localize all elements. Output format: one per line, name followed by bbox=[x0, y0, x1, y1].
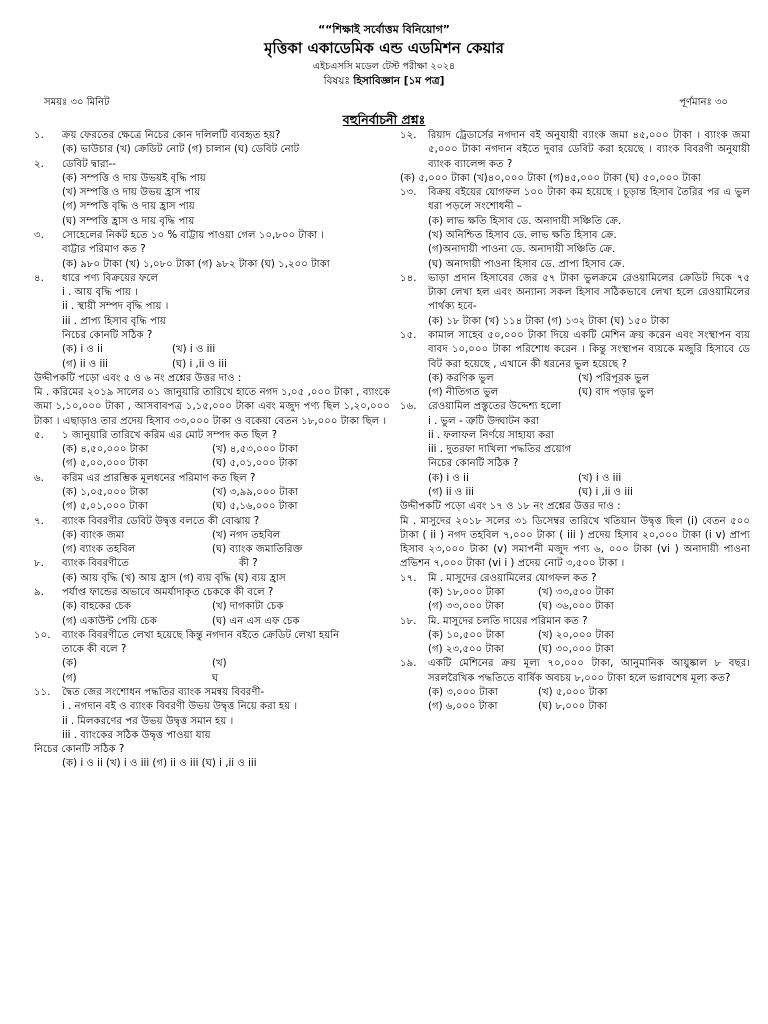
question-number: ২. bbox=[34, 158, 44, 170]
question-number: ১৭. bbox=[400, 572, 417, 584]
question-number: ১৩. bbox=[400, 187, 417, 199]
question-text: রেওয়ামিল প্রস্তুতের উদ্দেশ্য হলো bbox=[428, 401, 561, 413]
options-grid bbox=[400, 629, 750, 658]
option: (ঘ) অনাদায়ী পাওনা হিসাব ডে. প্রাপ্য হিসাব ক্রে. bbox=[428, 258, 625, 270]
question-text: ১ জানুয়ারি তারিখে করিম এর মোট সম্পদ কত ছিল ? bbox=[62, 429, 277, 441]
option-c: (গ) ii ও iii bbox=[62, 358, 108, 370]
statement: iii . ব্যাংকের সঠিক উদ্বৃত্ত পাওয়া যায় bbox=[62, 729, 211, 741]
question-number: ১০. bbox=[34, 629, 51, 641]
question-11 bbox=[34, 686, 390, 772]
question-number: ১২. bbox=[400, 130, 417, 141]
question-number: ৯. bbox=[34, 587, 44, 598]
option-d: (ঘ) বাদ পড়ার ভুল bbox=[578, 387, 654, 399]
option-b: (খ) ৩৩,৫০০ টাকা bbox=[538, 587, 615, 598]
question-16 bbox=[400, 400, 750, 500]
question-13 bbox=[400, 186, 750, 272]
question-text-end: কী ? bbox=[239, 558, 258, 570]
option-a: (ক) বাহকের চেক bbox=[62, 601, 132, 613]
question-9 bbox=[34, 586, 390, 629]
question-1 bbox=[34, 129, 390, 158]
question-text: কামাল সাহেব ৫০,০০০ টাকা দিয়ে একটি মেশিন ক্রয় করেন এবং সংস্থাপন ব্যয় বাবদ ১০,০০০ টাকা পরিশোধ করেন । কিন্তু সংস্থাপন ব্যয়কে মজুরি হিসাবে ডে বিট করা হয়েছে , এখানে কী ধরনের ভুল হয়েছে ? bbox=[428, 329, 750, 370]
options-grid bbox=[400, 686, 750, 715]
option: (গ)অনাদায়ী পাওনা ডে. অনাদায়ী সঞ্চিতি ক্রে. bbox=[428, 244, 616, 256]
option-a: (ক) i ও ii bbox=[62, 344, 103, 356]
statement: ii . ফলাফল নির্ণয়ে সাহায্য করা bbox=[428, 429, 554, 441]
option-b: (খ) ৫,০০০ টাকা bbox=[538, 686, 608, 698]
left-column bbox=[34, 129, 390, 772]
options-grid bbox=[400, 372, 750, 401]
question-text: ক্রয় ফেরতের ক্ষেত্রে নিচের কোন দলিলটি ব্যবহৃত হয়? bbox=[62, 130, 281, 141]
stimulus-paragraph: মি . করিমের ২০১৯ সালের ০১ জানুয়ারি তারিখে হাতে নগদ ১,০৫ ,০০০ টাকা , ব্যাংকে জমা ১,১০,০০০ টাকা , আসবাবপত্র ১,১৫,০০০ টাকা এবং মজুদ পণ্য ছিল ১,২০,০০০ টাকা । এছাড়াও তার প্রদেয় হিসাব ৩৩,০০০ টাকা ও বকেয়া বেতন ১৮,০০০ টাকা ছিল । bbox=[34, 387, 390, 427]
statement: i . ভুল - ত্রুটি উদ্ঘাটন করা bbox=[428, 415, 540, 427]
question-text: ভাড়া প্রদান হিসাবের জের ৫৭ টাকা ভুলক্রমে রেওয়ামিলের ক্রেডিট দিকে ৭৫ টাকা লেখা হল এবং অন্যান্য সকল হিসাব সঠিকভাবে লেখা হলে রেওয়ামিলের পার্থক্য হবে- bbox=[428, 272, 750, 313]
statement: i . আয় বৃদ্ধি পায় । bbox=[62, 287, 138, 299]
option-a: (ক) ১০,৫০০ টাকা bbox=[428, 629, 505, 641]
option-d: (ঘ) ৮,০০০ টাকা bbox=[538, 701, 608, 713]
option-d: (ঘ) ৩০,০০০ টাকা bbox=[538, 644, 614, 656]
option-a: (ক) ৪,৫০,০০০ টাকা bbox=[62, 444, 149, 456]
statement: ii . মিলকরণের পর উভয় উদ্বৃত্ত সমান হয় । bbox=[62, 715, 234, 727]
option-d: (ঘ) এন এস এফ চেক bbox=[212, 615, 300, 627]
exam-header bbox=[0, 22, 768, 88]
question-8 bbox=[34, 557, 390, 586]
question-number: ১১. bbox=[34, 686, 51, 698]
option-c: (গ) ৫,০০,০০০ টাকা bbox=[62, 458, 148, 470]
option-c: (গ) ৫,০১,০০০ টাকা bbox=[62, 501, 148, 513]
question-number: ১৯. bbox=[400, 658, 417, 670]
question-14 bbox=[400, 272, 750, 329]
question-text: সোহেলের নিকট হতে ১০ % বাট্টায় পাওয়া গেল ১০,৮০০ টাকা । bbox=[62, 229, 324, 241]
option-a: (ক) ব্যাংক জমা bbox=[62, 529, 125, 541]
options-grid bbox=[34, 343, 390, 372]
question-number: ১. bbox=[34, 130, 44, 141]
question-text: একটি মেশিনের ক্রয় মূল্য ৭০,০০০ টাকা, আনুমানিক আয়ুষ্কাল ৮ বছর। সরলরৈখিক পদ্ধতিতে বার্ষিক অবচয় ৮,০০০ টাকা হলে ভগ্নাবশেষ মূল্য কত? bbox=[428, 658, 750, 684]
option-d: (ঘ) i ,ii ও iii bbox=[578, 487, 633, 499]
option-c: (গ) ৬,০০০ টাকা bbox=[428, 701, 498, 713]
statement: iii . প্রাপ্য হিসাব বৃদ্ধি পায় bbox=[62, 315, 166, 327]
option-a: (ক) ১৮,০০০ টাকা bbox=[428, 587, 505, 598]
options-grid bbox=[400, 472, 750, 501]
question-text: ডেবিট দ্বারা-- bbox=[62, 158, 116, 170]
question-4 bbox=[34, 272, 390, 372]
question-number: ৮. bbox=[34, 558, 44, 570]
statement: iii . দুতরফা দাখিলা পদ্ধতির প্রয়োগ bbox=[428, 444, 572, 456]
exam-name: এইচএসসি মডেল টেস্ট পরীক্ষা ২০২৪ bbox=[312, 61, 456, 73]
option-c: (গ) নীতিগত ভুল bbox=[428, 387, 499, 399]
question-6 bbox=[34, 472, 390, 515]
option-d: (ঘ) ৫,০১,০০০ টাকা bbox=[212, 458, 298, 470]
question-number: ৩. bbox=[34, 229, 44, 241]
options-grid bbox=[400, 586, 750, 615]
option: (খ) অনিশ্চিত হিসাব ডে. লাভ ক্ষতি হিসাব ক্রে. bbox=[428, 229, 617, 241]
full-marks: পূর্ণমানঃ ৩০ bbox=[679, 97, 728, 108]
option-c: (গ) ৩৩,০০০ টাকা bbox=[428, 601, 505, 613]
question-10 bbox=[34, 629, 390, 686]
question-number: ৬. bbox=[34, 472, 44, 484]
question-text-cont: বাট্টার পরিমাণ কত ? bbox=[62, 244, 146, 256]
option-b: (খ) পরিপূরক ভুল bbox=[578, 372, 650, 384]
option: (খ) সম্পত্তি ও দায় উভয় হ্রাস পায় bbox=[62, 187, 201, 199]
option-b: (খ) দাগকাটা চেক bbox=[212, 601, 284, 613]
statement: ii . স্থায়ী সম্পদ বৃদ্ধি পায় । bbox=[62, 301, 169, 313]
question-text: পর্যাপ্ত ফান্ডের অভাবে অমর্যাদাকৃত চেককে কী বলে ? bbox=[62, 587, 274, 598]
question-number: ১৫. bbox=[400, 329, 417, 341]
question-7 bbox=[34, 515, 390, 558]
question-12 bbox=[400, 129, 750, 186]
time-allowed: সময়ঃ ৩০ মিনিট bbox=[44, 97, 110, 108]
institution-name: মৃত্তিকা একাডেমিক এন্ড এডমিশন কেয়ার bbox=[264, 39, 504, 58]
options-grid bbox=[34, 657, 390, 686]
options: (ক) i ও ii (খ) i ও iii (গ) ii ও iii (ঘ) i ,ii ও iii bbox=[62, 758, 257, 770]
option-b: (খ) ৪,৫৩,০০০ টাকা bbox=[212, 444, 298, 456]
option: (ক) সম্পত্তি ও দায় উভয়ই বৃদ্ধি পায় bbox=[62, 172, 206, 184]
option-c: (গ) ব্যাংক তহবিল bbox=[62, 544, 136, 556]
question-text: মি . মাসুদের রেওয়ামিলের যোগফল কত ? bbox=[428, 572, 597, 584]
option-c: (গ) ii ও iii bbox=[428, 487, 474, 499]
option-b: (খ) bbox=[212, 658, 227, 670]
question-number: ৪. bbox=[34, 272, 44, 284]
option-a: (ক) bbox=[62, 658, 78, 670]
question-number: ১৪. bbox=[400, 272, 417, 284]
question-19 bbox=[400, 657, 750, 714]
option-a: (ক) ১,০৫,০০০ টাকা bbox=[62, 487, 149, 499]
stimulus-instruction: উদ্দীপকটি পড়ো এবং ৫ ও ৬ নং প্রশ্নের উত্তর দাও : bbox=[34, 372, 242, 384]
right-column bbox=[400, 129, 750, 715]
option-b: (খ) i ও iii bbox=[578, 472, 622, 484]
option-d: (ঘ) i ,ii ও iii bbox=[172, 358, 227, 370]
option-a: (ক) i ও ii bbox=[428, 472, 469, 484]
option: (ক) লাভ ক্ষতি হিসাব ডে. অনাদায়ী সঞ্চিতি ক্রে. bbox=[428, 215, 622, 227]
question-5 bbox=[34, 429, 390, 472]
which-correct: নিচের কোনটি সঠিক ? bbox=[34, 744, 125, 756]
motto: ““শিক্ষাই সর্বোত্তম বিনিয়োগ” bbox=[317, 23, 451, 36]
subject-name: হিসাবিজ্ঞান [১ম পত্র] bbox=[353, 74, 445, 87]
option-c: (গ) একাউন্ট পেয়ি চেক bbox=[62, 615, 157, 627]
option-b: (খ) ২০,০০০ টাকা bbox=[538, 629, 615, 641]
option-d: (ঘ) ৫,১৬,০০০ টাকা bbox=[212, 501, 298, 513]
stimulus-instruction: উদ্দীপকটি পড়ো এবং ১৭ ও ১৮ নং প্রশ্নের উত্তর দাও : bbox=[400, 501, 621, 513]
question-number: ৭. bbox=[34, 515, 44, 527]
question-text: ব্যাংক বিবরণীর ডেবিট উদ্বৃত্ত বলতে কী বোঝায় ? bbox=[62, 515, 260, 527]
option-b: (খ) নগদ তহবিল bbox=[212, 529, 281, 541]
option-d: (ঘ) ৩৬,০০০ টাকা bbox=[538, 601, 614, 613]
options-grid bbox=[34, 600, 390, 629]
question-2 bbox=[34, 158, 390, 229]
option: (ঘ) সম্পত্তি হ্রাস ও দায় বৃদ্ধি পায় bbox=[62, 215, 195, 227]
option-c: (গ) ২৩,৫০০ টাকা bbox=[428, 644, 505, 656]
which-correct: নিচের কোনটি সঠিক ? bbox=[428, 458, 519, 470]
question-text-wrap bbox=[62, 557, 390, 571]
subject-line bbox=[0, 74, 768, 89]
statement: i . নগদান বই ও ব্যাংক বিবরণী উভয় উদ্বৃত্ত নিয়ে করা হয় । bbox=[62, 701, 298, 713]
option: (গ) সম্পত্তি বৃদ্ধি ও দায় হ্রাস পায় bbox=[62, 201, 195, 213]
question-text-cont: তাকে কী বলে ? bbox=[62, 644, 127, 656]
option-a: (ক) ৩,০০০ টাকা bbox=[428, 686, 498, 698]
option-d: ঘ bbox=[212, 672, 219, 684]
option-d: (ঘ) ব্যাংক জমাতিরিক্ত bbox=[212, 544, 303, 556]
which-correct: নিচের কোনটি সঠিক ? bbox=[62, 329, 153, 341]
options-grid bbox=[34, 529, 390, 558]
question-15 bbox=[400, 329, 750, 400]
stimulus-paragraph: মি . মাসুদের ২০১৮ সলের ৩১ ডিসেম্বর তারিখে খতিয়ান উদ্বৃত্ত ছিল (i) বেতন ৫০০ টাকা ( ii ) নগদ তহবিল ৭,০০০ টাকা ( iii ) প্রদেয় হিসাব ২০,০০০ টাকা (i v) প্রাপ্য হিসাব ২৩,০০০ টাকা (v) সমাপনী মজুদ পণ্য ৬, ০০০ টাকা (vi ) অনাদায়ী পাওনা প্রভিশন ৭,০০০ টাকা (vi i ) প্রদেয় নোট ৩,৫০০ টাকা । bbox=[400, 515, 750, 570]
question-text: ধারে পণ্য বিক্রয়ের ফলে bbox=[62, 272, 159, 284]
question-text: করিম এর প্রারম্ভিক মূলধনের পরিমাণ কত ছিল ? bbox=[62, 472, 256, 484]
question-17 bbox=[400, 572, 750, 615]
subject-prefix: বিষয়ঃ bbox=[323, 74, 350, 87]
question-number: ১৬. bbox=[400, 401, 417, 413]
question-number: ১৮. bbox=[400, 615, 417, 627]
options: (ক) ৫,০০০ টাকা (খ)৪০,০০০ টাকা (গ)৪৫,০০০ টাকা (ঘ) ৫০,০০০ টাকা bbox=[400, 172, 701, 184]
option-b: (খ) i ও iii bbox=[172, 344, 216, 356]
question-text: ব্যাংক বিবরণীতে bbox=[62, 558, 129, 570]
options: (ক) ১৮ টাকা (খ) ১১৪ টাকা (গ) ১৩২ টাকা (ঘ) ১৫০ টাকা bbox=[428, 315, 670, 327]
options-grid bbox=[34, 486, 390, 515]
option-a: (ক) করণিক ভুল bbox=[428, 372, 494, 384]
question-text: ব্যাংক বিবরণীতে লেখা হয়েছে কিন্তু নগদান বইতে ক্রেডিট লেখা হয়নি bbox=[62, 629, 340, 641]
question-text: বিক্রয় বইয়ের যোগফল ১০০ টাকা কম হয়েছে । চূড়ান্ত হিসাব তৈরির পর এ ভুল ধরা পড়লে সংশোধনী – bbox=[428, 187, 750, 213]
option-c: (গ) bbox=[62, 672, 77, 684]
options-grid bbox=[34, 443, 390, 472]
question-text: রিয়াদ ট্রেডার্সের নগদান বই অনুযায়ী ব্যাংক জমা ৪৫,০০০ টাকা । ব্যাংক জমা ৫,০০০ টাকা নগদান বইতে দুবার ডেবিট করা হয়েছে । ব্যাংক বিবরণী অনুযায়ী ব্যাংক ব্যালেন্স কত ? bbox=[428, 130, 750, 170]
options: (ক) আয় বৃদ্ধি (খ) আয় হ্রাস (গ) ব্যয় বৃদ্ধি (ঘ) ব্যয় হ্রাস bbox=[62, 572, 286, 584]
question-text: দ্বৈত জের সংশোধন পদ্ধতির ব্যাংক সমন্বয় বিবরণী- bbox=[62, 686, 265, 698]
question-3 bbox=[34, 229, 390, 272]
section-title: বহুনির্বাচনী প্রশ্নঃ bbox=[342, 112, 426, 127]
question-number: ৫. bbox=[34, 429, 44, 441]
options: (ক) ভাউচার (খ) ক্রেডিট নোট (গ) চালান (ঘ) ডেবিট নোট bbox=[62, 144, 300, 156]
question-text: মি. মাসুদের চলতি দায়ের পরিমান কত ? bbox=[428, 615, 588, 627]
question-18 bbox=[400, 615, 750, 658]
options: (ক) ৯৮০ টাকা (খ) ১,০৮০ টাকা (গ) ৯৮২ টাকা (ঘ) ১,২০০ টাকা bbox=[62, 258, 330, 270]
option-b: (খ) ৩,৯৯,০০০ টাকা bbox=[212, 487, 298, 499]
